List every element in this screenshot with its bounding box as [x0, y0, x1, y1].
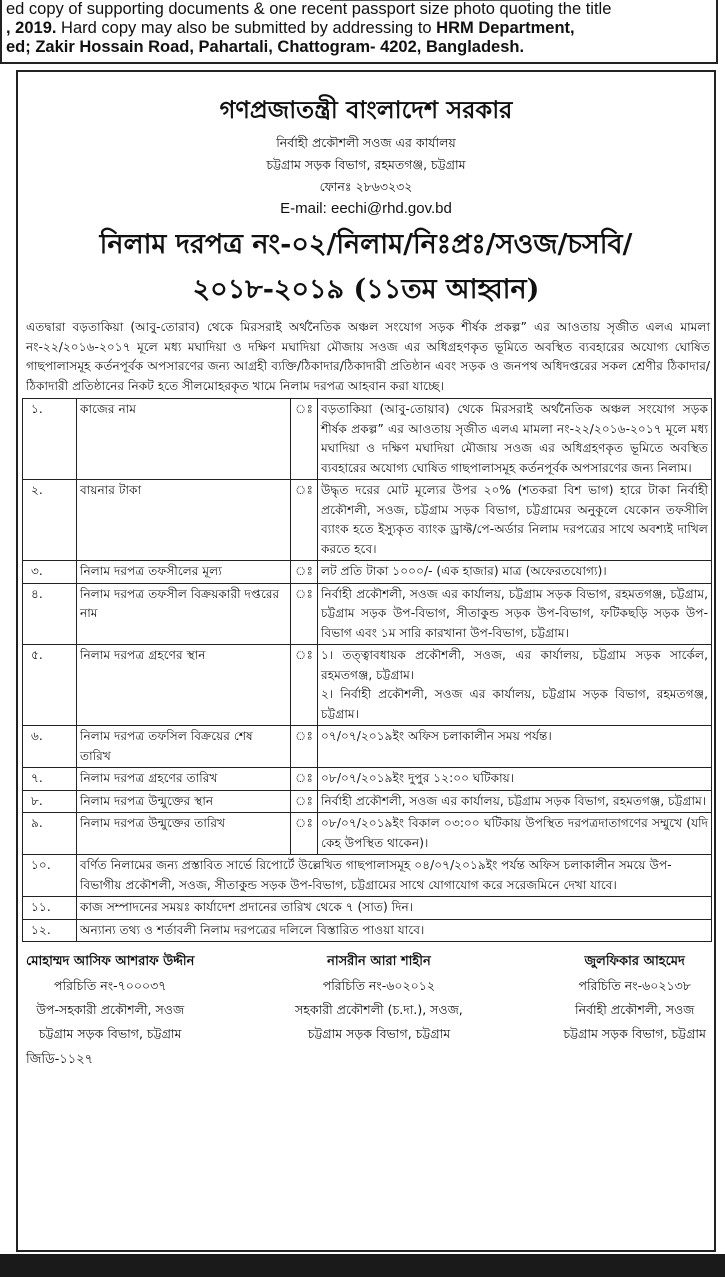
- top-ad-strip: [0, 0, 718, 64]
- bottom-bar: [0, 1254, 725, 1277]
- top-line-1: ed copy of supporting documents & one recent passport size photo quoting the title: [6, 0, 612, 18]
- email-link[interactable]: eechi@rhd.gov.bd: [330, 200, 452, 217]
- table-row: ৬. নিলাম দরপত্র তফসিল বিক্রয়ের শেষ তারিখ ঃ ০৭/০৭/২০১৯ইং অফিস চলাকালীন সময় পর্যন্ত।: [23, 726, 712, 768]
- table-row: ৮. নিলাম দরপত্র উন্মুক্তের স্থান ঃ নির্বাহী প্রকৌশলী, সওজ এর কার্যালয়, চট্টগ্রাম সড়ক বিভাগ, রহমতগঞ্জ, চট্টগ্রাম।: [23, 790, 712, 813]
- top-line-2: , 2019. Hard copy may also be submitted by addressing to HRM Department,: [6, 19, 575, 37]
- signatory-3: জুলফিকার আহমেদ পরিচিতি নং-৬০২১৩৮ নির্বাহী প্রকৌশলী, সওজ চট্টগ্রাম সড়ক বিভাগ, চট্টগ্রাম: [563, 954, 706, 1041]
- tender-notice: [16, 70, 716, 1252]
- signatory-2: নাসরীন আরা শাহীন পরিচিতি নং-৬০২০১২ সহকারী প্রকৌশলী (চ.দা.), সওজ, চট্টগ্রাম সড়ক বিভাগ, চট্টগ্রাম: [295, 954, 463, 1041]
- intro-text: এতদ্বারা বড়তাকিয়া (আবু-তোরাব) থেকে মিরসরাই অর্থনৈতিক অঞ্চল সংযোগ সড়ক শীর্ষক প্রকল্প” এর আওতায় সৃজীত এলএ মামলা নং-২২/২০১৬-২০১৭ মূলে মধ্য মঘাদিয়া ও দক্ষিণ মঘাদিয়া মৌজায় সওজ এর অধিগ্রহণকৃত ভূমিতে অবস্থিত ব্যবহারের অযোগ্য ঘোষিত গাছপালাসমূহ কর্তনপূর্বক অপসারণের জন্য আগ্রহী ব্যক্তি/ঠিকাদার/ঠিকাদারী প্রতিষ্ঠান এবং সড়ক ও জনপথ অধিদপ্তরের সকল শ্রেণীর ঠিকাদার/ঠিকাদারী প্রতিষ্ঠানের নিকট হতে সীলমোহরকৃত খামে নিলাম দরপত্র আহবান করা যাচ্ছে।: [26, 320, 710, 393]
- table-row: ১০. বর্ণিত নিলামের জন্য প্রস্তাবিত সার্ভে রিপোর্টে উল্লেখিত গাছপালাসমূহ ০৪/০৭/২০১৯ইং পর্যন্ত অফিস চলাকালীন সময়ে উপ-বিভাগীয় প্রকৌশলী, সওজ, সীতাকুন্ড সড়ক উপ-বিভাগ, চট্টগ্রামের সাথে যোগাযোগ করে সরেজমিনে দেখা যাবে।: [23, 855, 712, 897]
- signatories: [18, 942, 714, 1046]
- table-row: ১১. কাজ সম্পাদনের সময়ঃ কার্যাদেশ প্রদানের তারিখ থেকে ৭ (সাত) দিন।: [23, 897, 712, 920]
- email-line: E-mail: eechi@rhd.gov.bd: [280, 200, 452, 217]
- table-row: ১. কাজের নাম ঃ বড়তাকিয়া (আবু-তোয়াব) থেকে মিরসরাই অর্থনৈতিক অঞ্চল সংযোগ সড়ক শীর্ষক প্রকল্প” এর আওতায় সৃজীত এলএ মামলা নং-২২/২০১৬-২০১৭ মূলে মধ্য মঘাদিয়া ও দক্ষিণ মঘাদিয়া মৌজায় সওজ এর অধিগ্রহণকৃত ভূমিতে অবস্থিত ব্যবহারের অযোগ্য ঘোষিত গাছপালাসমূহ কর্তনপূর্বক অপসারণের জন্য নিলাম।: [23, 399, 712, 480]
- office-name: নির্বাহী প্রকৌশলী সওজ এর কার্যালয়: [276, 135, 456, 150]
- table-row: ১২. অন্যান্য তথ্য ও শর্তাবলী নিলাম দরপত্রের দলিলে বিস্তারিত পাওয়া যাবে।: [23, 919, 712, 942]
- table-row: ৩. নিলাম দরপত্র তফসীলের মূল্য ঃ লট প্রতি টাকা ১০০০/- (এক হাজার) মাত্র (অফেরতযোগ্য)।: [23, 561, 712, 584]
- gov-title: গণপ্রজাতন্ত্রী বাংলাদেশ সরকার: [219, 96, 513, 124]
- table-row: ৭. নিলাম দরপত্র গ্রহণের তারিখ ঃ ০৮/০৭/২০১৯ইং দুপুর ১২:০০ ঘটিকায়।: [23, 768, 712, 791]
- signatory-1: মোহাম্মদ আসিফ আশরাফ উদ্দীন পরিচিতি নং-৭০০০৩৭ উপ-সহকারী প্রকৌশলী, সওজ চট্টগ্রাম সড়ক বিভাগ, চট্টগ্রাম: [26, 954, 195, 1041]
- table-row: ৪. নিলাম দরপত্র তফসীল বিক্রয়কারী দপ্তরের নাম ঃ নির্বাহী প্রকৌশলী, সওজ এর কার্যালয়, চট্টগ্রাম সড়ক বিভাগ, রহমতগঞ্জ, চট্টগ্রাম, চট্টগ্রাম সড়ক উপ-বিভাগ, সীতাকুন্ড সড়ক উপ-বিভাগ, ফটিকছড়ি সড়ক উপ-বিভাগ এবং ১ম সারি কারখানা উপ-বিভাগ, চট্টগ্রাম।: [23, 583, 712, 645]
- top-divider: [330, 0, 530, 1]
- table-row: ৫. নিলাম দরপত্র গ্রহণের স্থান ঃ ১। তত্ত্বাবধায়ক প্রকৌশলী, সওজ, এর কার্যালয়, চট্টগ্রাম সড়ক সার্কেল, রহমতগঞ্জ, চট্টগ্রাম। ২। নির্বাহী প্রকৌশলী, সওজ এর কার্যালয়, চট্টগ্রাম সড়ক বিভাগ, রহমতগঞ্জ, চট্টগ্রাম।: [23, 645, 712, 726]
- table-row: ২. বায়নার টাকা ঃ উদ্ধৃত দরের মোট মূল্যের উপর ২০% (শতকরা বিশ ভাগ) হারে টাকা নির্বাহী প্রকৌশলী, সওজ, চট্টগ্রাম সড়ক বিভাগ, চট্টগ্রামের অনুকূলে যেকোন তফসীলি ব্যাংক হতে ইস্যুকৃত ব্যাংক ড্রাফ্ট/পে-অর্ডার নিলাম দরপত্রের সাথে অবশ্যই দাখিল করতে হবে।: [23, 480, 712, 561]
- phone: ফোনঃ ২৮৬৩২৩২: [319, 179, 413, 194]
- table-row: ৯. নিলাম দরপত্র উন্মুক্তের তারিখ ঃ ০৮/০৭/২০১৯ইং বিকাল ০৩:০০ ঘটিকায় উপস্থিত দরপত্রদাতাগণের সম্মুখে (যদি কেহ উপস্থিত থাকেন)।: [23, 813, 712, 855]
- division-name: চট্টগ্রাম সড়ক বিভাগ, রহমতগঞ্জ, চট্টগ্রাম: [266, 157, 466, 172]
- tender-table: [22, 398, 712, 942]
- notice-header: [18, 92, 714, 312]
- tender-title: নিলাম দরপত্র নং-০২/নিলাম/নিঃপ্রঃ/সওজ/চসবি/ ২০১৮-২০১৯ (১১তম আহ্বান): [99, 229, 633, 305]
- gd-number: জিডি-১১২৭: [26, 1052, 94, 1067]
- top-line-3: ed; Zakir Hossain Road, Pahartali, Chattogram- 4202, Bangladesh.: [6, 38, 525, 56]
